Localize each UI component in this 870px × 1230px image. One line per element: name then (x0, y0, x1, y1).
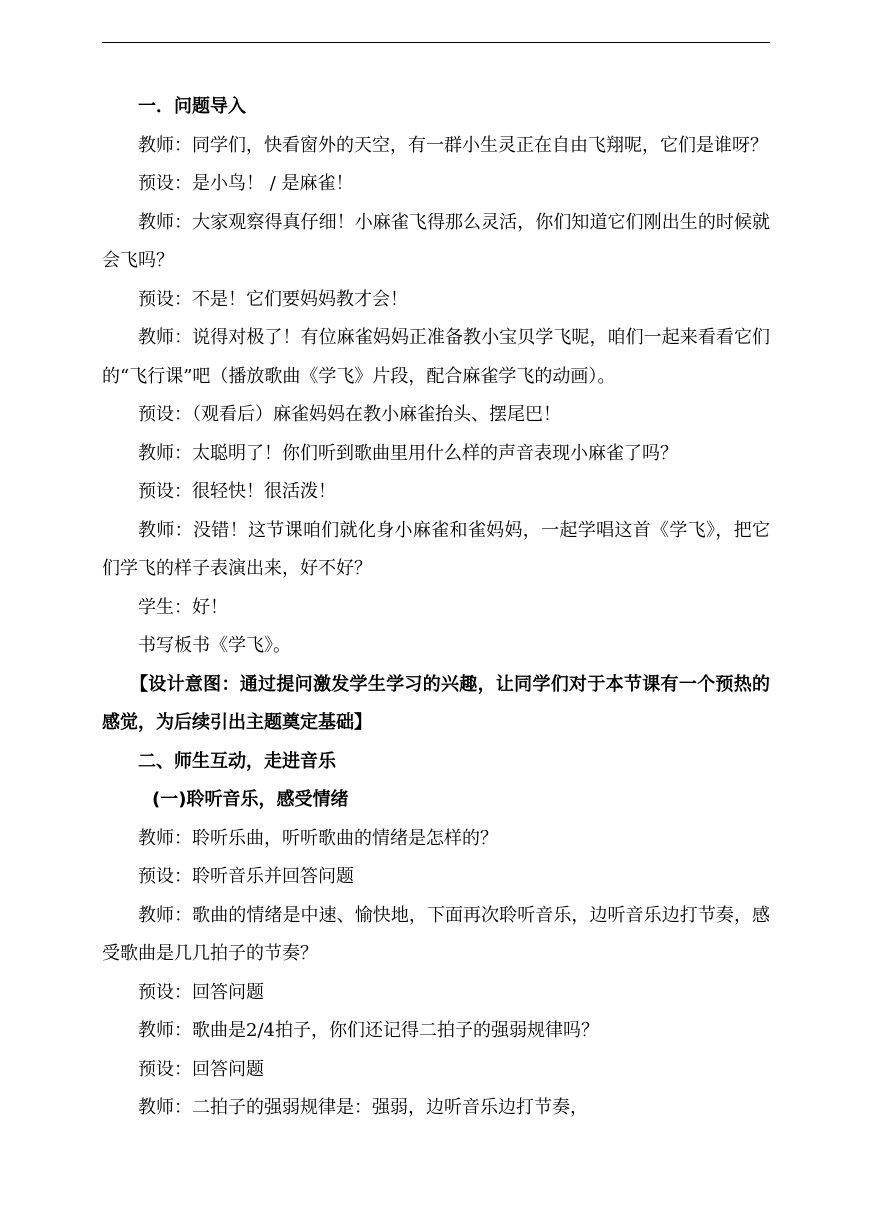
teacher-line: 教师：同学们，快看窗外的天空，有一群小生灵正在自由飞翔呢，它们是谁呀？ (138, 134, 768, 156)
expected-answer-line: 预设：（观看后）麻雀妈妈在教小麻雀抬头、摆尾巴！ (138, 404, 561, 425)
expected-answer-line: 预设：回答问题 (138, 1058, 264, 1080)
section-heading-1: 一．问题导入 (138, 96, 246, 117)
teacher-line: 教师：歌曲是2/4拍子，你们还记得二拍子的强弱规律吗？ (138, 1020, 599, 1041)
teacher-line: 教师：没错！这节课咱们就化身小麻雀和雀妈妈，一起学唱这首《学飞》，把它们学飞的样子表演出来，好不好？ (102, 519, 770, 579)
expected-answer-line: 预设：聆听音乐并回答问题 (138, 866, 354, 887)
expected-answer-line: 预设：不是！它们要妈妈教才会！ (138, 288, 408, 310)
board-writing-line: 书写板书《学飞》。 (138, 635, 291, 656)
teacher-line: 教师：聆听乐曲，听听歌曲的情绪是怎样的？ (138, 827, 498, 849)
teacher-line: 教师：大家观察得真仔细！小麻雀飞得那么灵活，你们知道它们刚出生的时候就会飞吗？ (102, 211, 770, 271)
document-body (102, 88, 770, 1128)
teacher-line: 教师：太聪明了！你们听到歌曲里用什么样的声音表现小麻雀了吗？ (138, 442, 678, 464)
expected-answer-line: 预设：是小鸟！ / 是麻雀！ (138, 173, 354, 194)
student-line: 学生：好！ (138, 596, 228, 618)
header-rule (102, 42, 770, 43)
teacher-line: 教师：说得对极了！有位麻雀妈妈正准备教小宝贝学飞呢，咱们一起来看看它们的“飞行课”吧（播放歌曲《学飞》片段，配合麻雀学飞的动画）。 (102, 327, 770, 387)
design-intent-note: 【设计意图：通过提问激发学生学习的兴趣，让同学们对于本节课有一个预热的感觉，为后续引出主题奠定基础】 (102, 673, 770, 733)
expected-answer-line: 预设：很轻快！很活泼！ (138, 481, 336, 502)
teacher-line: 教师：歌曲的情绪是中速、愉快地，下面再次聆听音乐，边听音乐边打节奏，感受歌曲是几几拍子的节奏？ (102, 904, 770, 964)
section-heading-2: 二、师生互动，走进音乐 (138, 750, 336, 772)
subsection-heading-1: (一)聆听音乐，感受情绪 (152, 789, 349, 810)
expected-answer-line: 预设：回答问题 (138, 981, 264, 1003)
teacher-line: 教师：二拍子的强弱规律是：强弱，边听音乐边打节奏， (138, 1097, 588, 1118)
